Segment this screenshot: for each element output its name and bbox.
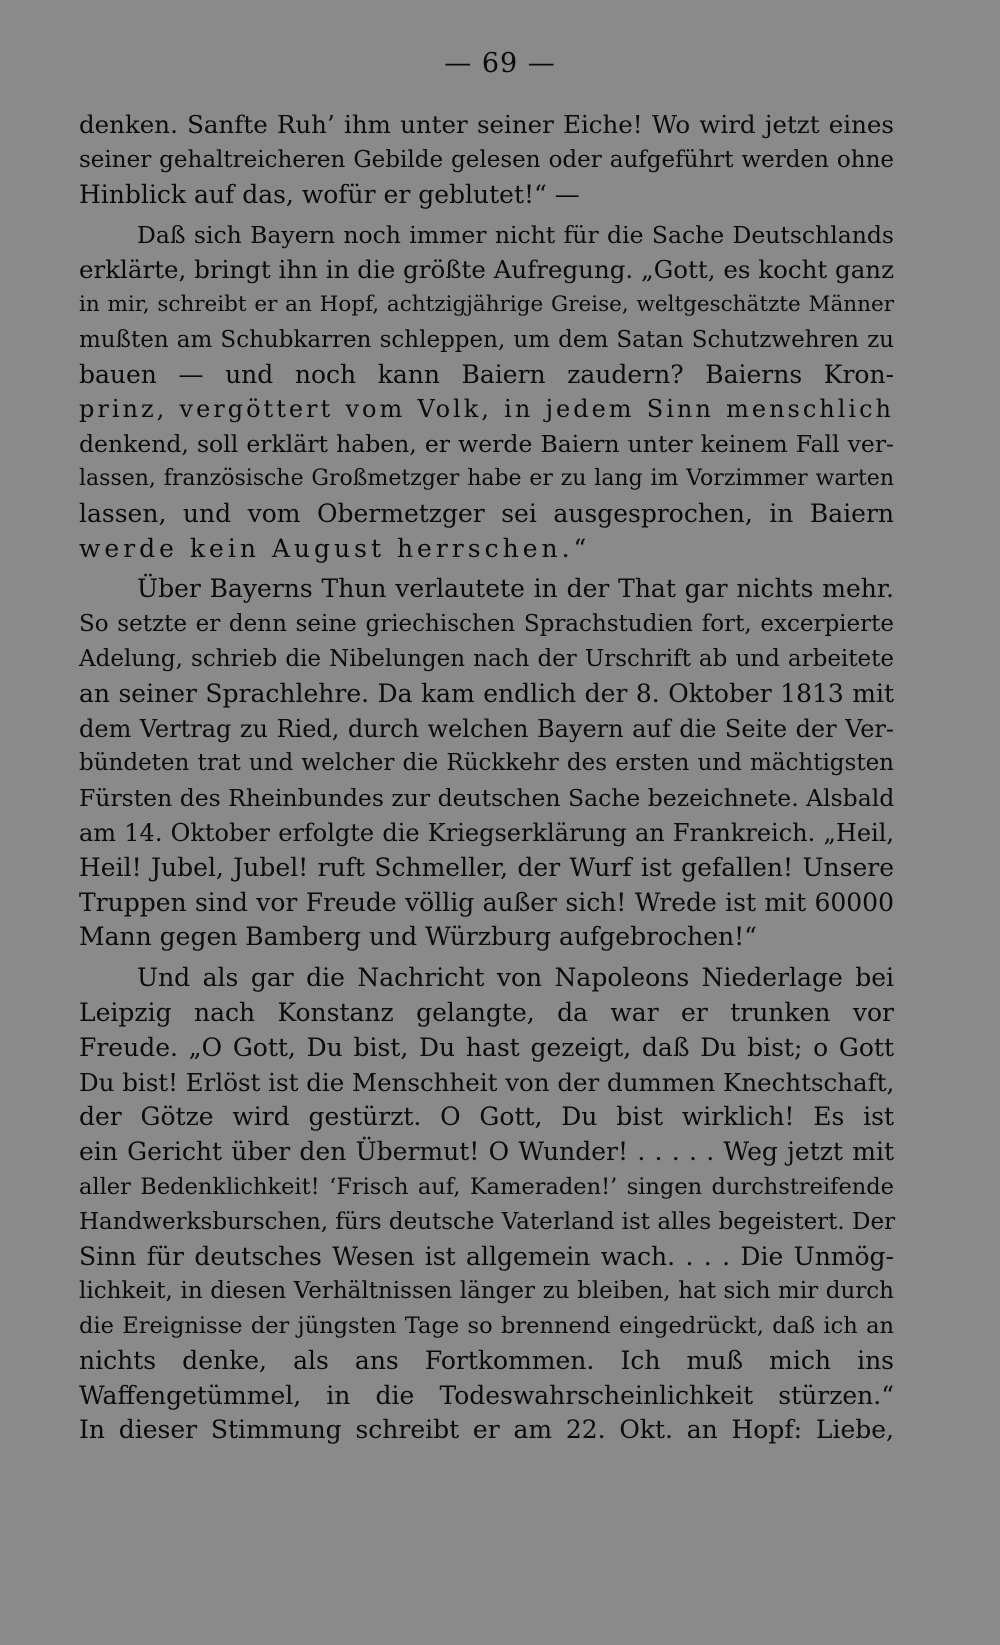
- body-text: [79, 108, 894, 1448]
- text-line: in mir, schreibt er an Hopf, achtzigjährige Greise, weltgeschätzte Männer: [79, 291, 894, 317]
- text-line: prinz, vergöttert vom Volk, in jedem Sinn menschlich: [79, 395, 894, 424]
- text-line: Du bist! Erlöst ist die Menschheit von der dummen Knechtschaft,: [79, 1067, 895, 1097]
- text-line: aller Bedenklichkeit! ‘Frisch auf, Kameraden!’ singen durchstreifende: [79, 1173, 894, 1200]
- text-line: Daß sich Bayern noch immer nicht für die Sache Deutschlands: [137, 221, 894, 250]
- text-line: lassen, französische Großmetzger habe er zu lang im Vorzimmer warten: [79, 465, 894, 491]
- text-line: die Ereignisse der jüngsten Tage so brennend eingedrückt, daß ich an: [79, 1313, 894, 1340]
- text-line: Und als gar die Nachricht von Napoleons Niederlage bei: [137, 963, 894, 993]
- text-line: Freude. „O Gott, Du bist, Du hast gezeigt, daß Du bist; o Gott: [79, 1032, 894, 1062]
- text-line: In dieser Stimmung schreibt er am 22. Okt. an Hopf: Liebe,: [79, 1415, 894, 1445]
- text-line: nichts denke, als ans Fortkommen. Ich muß mich ins: [79, 1345, 894, 1375]
- text-line: Hinblick auf das, wofür er geblutet!“ —: [79, 179, 580, 209]
- text-line: Über Bayerns Thun verlautete in der That gar nichts mehr.: [137, 574, 894, 604]
- text-line: Handwerksburschen, fürs deutsche Vaterland ist alles begeistert. Der: [79, 1208, 896, 1235]
- text-line: denkend, soll erklärt haben, er werde Baiern unter keinem Fall ver-: [79, 430, 894, 459]
- text-line: mußten am Schubkarren schleppen, um dem Satan Schutzwehren zu: [79, 326, 894, 353]
- text-line: Leipzig nach Konstanz gelangte, da war er trunken vor: [79, 997, 894, 1027]
- page-number: — 69 —: [444, 48, 556, 79]
- text-line: erklärte, bringt ihn in die größte Aufregung. „Gott, es kocht ganz: [79, 255, 894, 285]
- text-line: bündeten trat und welcher die Rückkehr des ersten und mächtigsten: [79, 750, 894, 777]
- text-line: Truppen sind vor Freude völlig außer sich! Wrede ist mit 60000: [79, 887, 894, 917]
- text-line: bauen — und noch kann Baiern zaudern? Baierns Kron-: [79, 359, 894, 389]
- text-line: am 14. Oktober erfolgte die Kriegserklärung an Frankreich. „Heil,: [79, 818, 894, 847]
- text-line: So setzte er denn seine griechischen Sprachstudien fort, excerpierte: [79, 611, 894, 638]
- text-line: dem Vertrag zu Ried, durch welchen Bayern auf die Seite der Ver-: [79, 714, 894, 743]
- text-line: der Götze wird gestürzt. O Gott, Du bist wirklich! Es ist: [79, 1102, 894, 1132]
- text-line: ein Gericht über den Übermut! O Wunder! . . . . . Weg jetzt mit: [79, 1137, 894, 1167]
- text-line: Adelung, schrieb die Nibelungen nach der Urschrift ab und arbeitete: [79, 645, 894, 672]
- text-line: Fürsten des Rheinbundes zur deutschen Sache bezeichnete. Alsbald: [79, 784, 895, 813]
- text-line: lassen, und vom Obermetzger sei ausgesprochen, in Baiern: [79, 498, 894, 528]
- text-line: Mann gegen Bamberg und Würzburg aufgebrochen!“: [79, 922, 757, 952]
- text-line: seiner gehaltreicheren Gebilde gelesen oder aufgeführt werden ohne: [79, 146, 894, 173]
- text-line: werde kein August herrschen.“: [79, 533, 591, 563]
- text-line: Waffengetümmel, in die Todeswahrscheinlichkeit stürzen.“: [79, 1380, 894, 1410]
- text-line: Sinn für deutsches Wesen ist allgemein wach. . . . Die Unmög-: [79, 1241, 894, 1271]
- text-line: lichkeit, in diesen Verhältnissen länger zu bleiben, hat sich mir durch: [79, 1278, 894, 1305]
- text-line: an seiner Sprachlehre. Da kam endlich der 8. Oktober 1813 mit: [79, 678, 894, 708]
- text-line: denken. Sanfte Ruh’ ihm unter seiner Eiche! Wo wird jetzt eines: [79, 110, 894, 139]
- text-line: Heil! Jubel, Jubel! ruft Schmeller, der Wurf ist gefallen! Unsere: [79, 852, 894, 882]
